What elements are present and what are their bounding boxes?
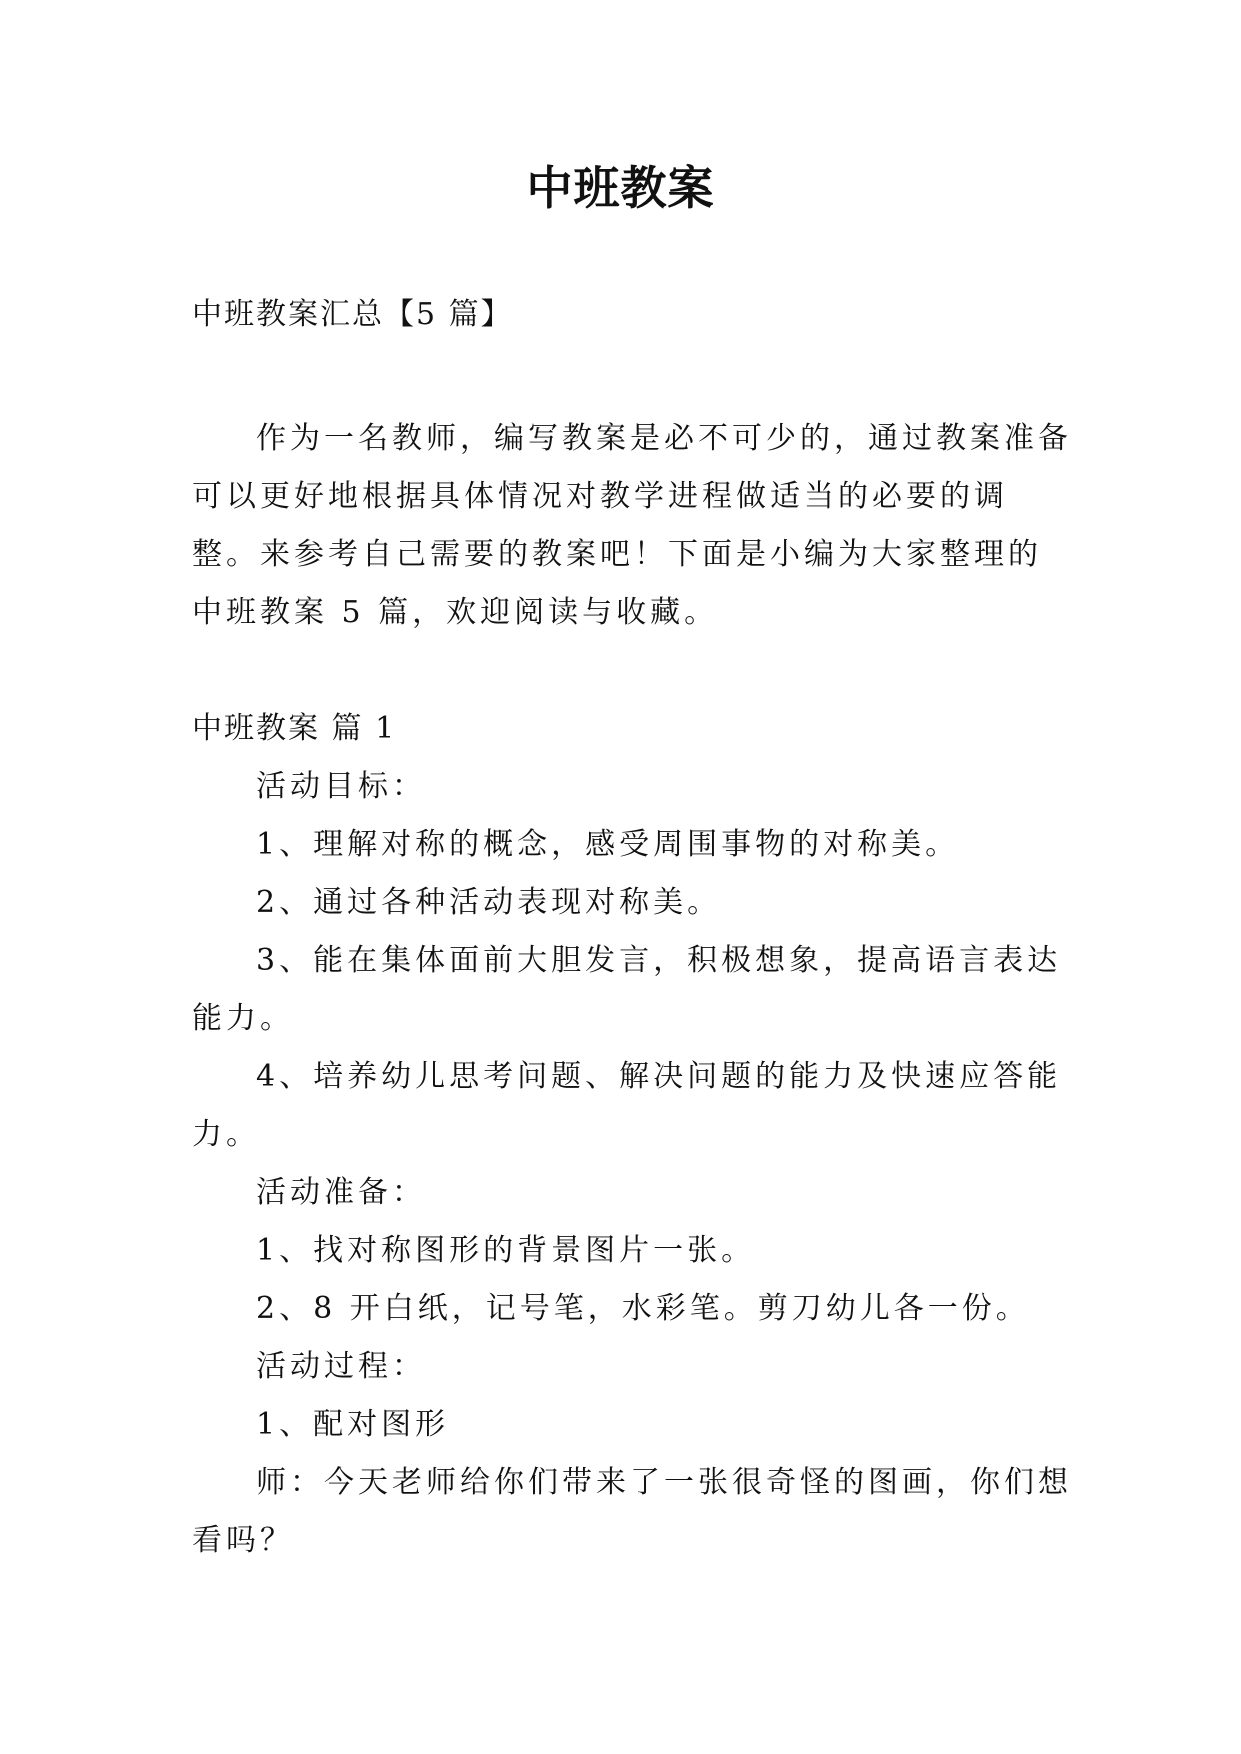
process-step-1: 1、配对图形 [256, 1407, 450, 1442]
heading-activity-goals: 活动目标： [256, 769, 426, 804]
document-title: 中班教案 [526, 161, 715, 215]
document-subtitle: 中班教案汇总【5 篇】 [192, 297, 513, 332]
heading-activity-process: 活动过程： [256, 1349, 426, 1384]
section-title: 中班教案 篇 1 [192, 711, 397, 746]
intro-paragraph: 作为一名教师，编写教案是必不可少的，通过教案准备可以更好地根据具体情况对教学进程做适当的必要的调整。来参考自己需要的教案吧！下面是小编为大家整理的中班教案 5 篇，欢迎阅读与收藏。 [192, 421, 1072, 630]
preparation-item-1: 1、找对称图形的背景图片一张。 [256, 1233, 756, 1268]
preparation-item-2: 2、8 开白纸，记号笔，水彩笔。剪刀幼儿各一份。 [256, 1291, 1030, 1326]
goal-item-2: 2、通过各种活动表现对称美。 [256, 885, 722, 920]
teacher-dialogue: 师：今天老师给你们带来了一张很奇怪的图画，你们想看吗？ [192, 1465, 1072, 1558]
lesson-section-1 [192, 700, 1072, 1570]
goal-item-3: 3、能在集体面前大胆发言，积极想象，提高语言表达能力。 [192, 943, 1062, 1036]
heading-activity-preparation: 活动准备： [256, 1175, 426, 1210]
goal-item-1: 1、理解对称的概念，感受周围事物的对称美。 [256, 827, 960, 862]
goal-item-4: 4、培养幼儿思考问题、解决问题的能力及快速应答能力。 [192, 1059, 1062, 1152]
